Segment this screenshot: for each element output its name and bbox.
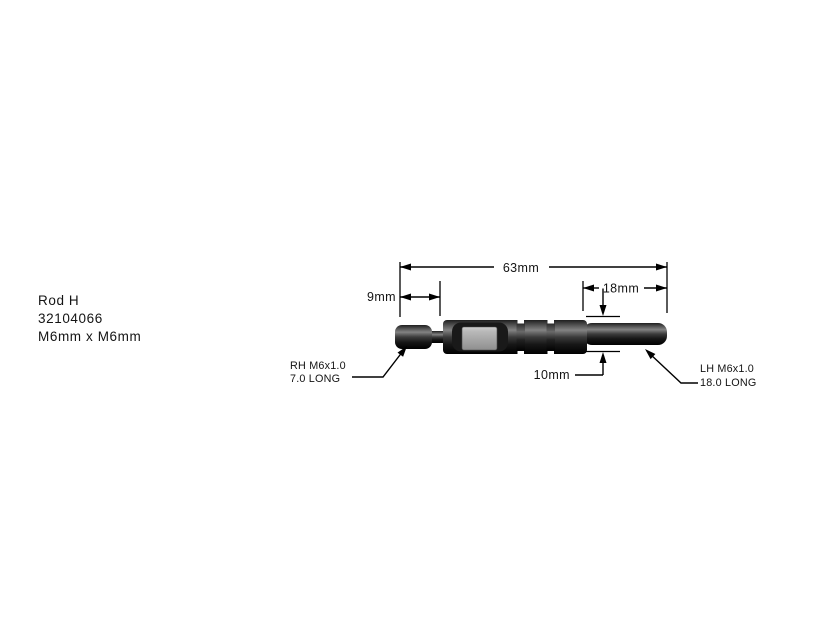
- callout-lh-line2-label: 18.0 LONG: [700, 377, 757, 389]
- arrowhead-9mm-right-icon: [429, 294, 440, 301]
- arrowhead-63mm-right-icon: [656, 264, 667, 271]
- part-number-label: 32104066: [38, 311, 103, 326]
- groove-surface-1: [517, 324, 526, 352]
- arrowhead-63mm-left-icon: [400, 264, 411, 271]
- rod-left-stub: [395, 325, 432, 349]
- arrowhead-18mm-left-icon: [583, 285, 594, 292]
- dim-9mm-label: 9mm: [367, 290, 396, 304]
- part-size-label: M6mm x M6mm: [38, 329, 142, 344]
- dim-18mm-label: 18mm: [602, 281, 640, 296]
- arrowhead-9mm-left-icon: [400, 294, 411, 301]
- callout-rh-leader-line: [352, 351, 403, 377]
- rod-right-shaft: [583, 323, 667, 345]
- part-name-label: Rod H: [38, 293, 80, 308]
- callout-lh-leader-line: [649, 353, 698, 383]
- arrowhead-10mm-up-icon: [600, 352, 607, 363]
- wrench-flat: [462, 327, 497, 350]
- groove-surface-2: [547, 324, 556, 352]
- dim-10mm-label: 10mm: [533, 368, 570, 382]
- dim-63mm-label: 63mm: [502, 261, 540, 275]
- arrowhead-10mm-down-icon: [600, 305, 607, 316]
- callout-rh-line2-label: 7.0 LONG: [290, 373, 341, 385]
- callout-lh-line1-label: LH M6x1.0: [700, 363, 755, 375]
- callout-rh-line1-label: RH M6x1.0: [290, 360, 346, 372]
- arrowhead-18mm-right-icon: [656, 285, 667, 292]
